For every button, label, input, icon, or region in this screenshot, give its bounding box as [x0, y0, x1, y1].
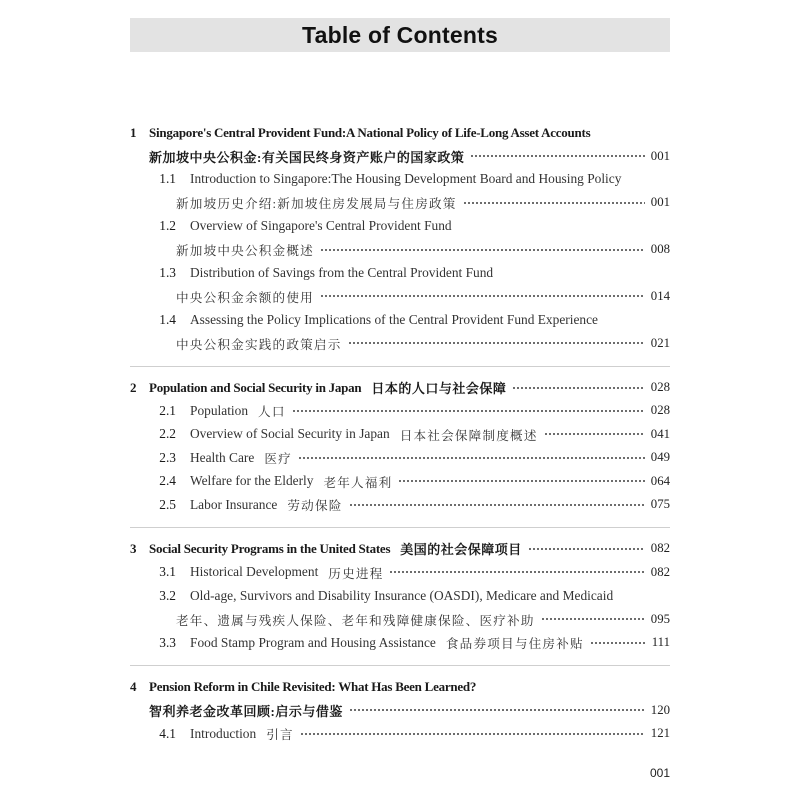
- dot-leader: [590, 640, 646, 646]
- chapter-number: 2: [130, 379, 137, 395]
- section-title-en: Assessing the Policy Implications of the Central Provident Fund Experience: [190, 311, 598, 327]
- page-number: 049: [650, 450, 670, 465]
- section-number: 2.5: [159, 496, 176, 512]
- chapter-1-subtitle[interactable]: [130, 144, 670, 167]
- dot-leader: [320, 293, 645, 299]
- section-title-zh: 历史进程: [328, 566, 384, 581]
- section-3-2[interactable]: [130, 584, 670, 607]
- chapter-title-zh: 智利养老金改革回顾:启示与借鉴: [149, 703, 343, 719]
- section-number: 2.3: [159, 449, 176, 465]
- dot-leader: [389, 569, 644, 575]
- page-number: 075: [650, 497, 670, 512]
- page-number: 001: [650, 195, 670, 210]
- dot-leader: [528, 546, 645, 552]
- chapter-title-zh: 美国的社会保障项目: [400, 542, 522, 558]
- chapter-number: 1: [130, 124, 137, 140]
- section-3-2-zh[interactable]: [130, 607, 670, 630]
- section-title-en: Introduction to Singapore:The Housing Development Board and Housing Policy: [190, 171, 622, 187]
- section-title-en: Health Care: [190, 449, 255, 465]
- section-title-en: Food Stamp Program and Housing Assistance: [190, 634, 436, 650]
- chapter-4-subtitle[interactable]: [130, 699, 670, 722]
- section-1-1-zh[interactable]: [130, 191, 670, 214]
- folio-page-number: 001: [649, 766, 670, 780]
- dot-leader: [349, 707, 645, 713]
- section-2-5[interactable]: [130, 493, 670, 516]
- section-title-en: Overview of Singapore's Central Provident Fund: [190, 218, 452, 234]
- page-number: 014: [650, 288, 670, 303]
- page-number: 064: [650, 473, 670, 488]
- section-title-zh: 中央公积金余额的使用: [176, 290, 314, 305]
- section-number: 3.2: [159, 587, 176, 603]
- dot-leader: [463, 200, 645, 206]
- section-title-en: Welfare for the Elderly: [190, 473, 314, 489]
- section-title-zh: 老年、遗属与残疾人保险、老年和残障健康保险、医疗补助: [176, 613, 535, 628]
- page-title: Table of Contents: [302, 21, 498, 48]
- dot-leader: [398, 478, 644, 484]
- section-1-2[interactable]: [130, 215, 670, 238]
- chapter-title-en: Singapore's Central Provident Fund:A National Policy of Life-Long Asset Accounts: [149, 124, 591, 140]
- section-title-zh: 食品券项目与住房补贴: [445, 637, 584, 651]
- section-title-zh: 中央公积金实践的政策启示: [176, 337, 342, 352]
- section-1-3-zh[interactable]: [130, 285, 670, 308]
- chapter-title-zh: 日本的人口与社会保障: [371, 381, 507, 397]
- section-title-zh: 引言: [266, 728, 294, 743]
- section-number: 4.1: [159, 725, 176, 741]
- section-number: 2.4: [159, 473, 176, 489]
- section-title-en: Old-age, Survivors and Disability Insurance (OASDI), Medicare and Medicaid: [190, 587, 614, 603]
- dot-leader: [349, 502, 645, 508]
- page-number: 095: [650, 611, 670, 626]
- section-number: 3.3: [159, 634, 176, 650]
- chapter-4-heading[interactable]: [130, 675, 670, 698]
- page-number: 001: [650, 148, 670, 163]
- page-number: 120: [650, 702, 670, 717]
- section-number: 1.2: [159, 218, 176, 234]
- chapter-3-heading[interactable]: [130, 537, 670, 560]
- title-bar: [130, 18, 670, 52]
- dot-leader: [348, 340, 645, 346]
- chapter-title-en: Pension Reform in Chile Revisited: What Has Been Learned?: [149, 678, 477, 694]
- section-number: 2.2: [159, 426, 176, 442]
- chapter-2-heading[interactable]: [130, 376, 670, 399]
- section-title-zh: 人口: [258, 405, 286, 420]
- section-title-en: Historical Development: [190, 564, 319, 580]
- page-number: 028: [650, 403, 670, 418]
- section-number: 1.1: [159, 171, 176, 187]
- section-title-en: Distribution of Savings from the Central Provident Fund: [190, 265, 494, 281]
- section-2-2[interactable]: [130, 423, 670, 446]
- page-number: 082: [650, 564, 670, 579]
- chapter-1-heading[interactable]: [130, 121, 670, 144]
- dot-leader: [470, 153, 644, 159]
- dot-leader: [300, 731, 645, 737]
- section-2-3[interactable]: [130, 446, 670, 469]
- chapter-divider: [130, 366, 670, 367]
- section-title-en: Labor Insurance: [190, 496, 278, 512]
- table-of-contents: [130, 121, 670, 745]
- section-title-zh: 日本社会保障制度概述: [399, 428, 538, 443]
- dot-leader: [298, 455, 645, 461]
- dot-leader: [320, 247, 645, 253]
- dot-leader: [512, 385, 644, 391]
- page-number: 082: [650, 541, 670, 556]
- section-number: 3.1: [159, 564, 176, 580]
- section-1-4[interactable]: [130, 308, 670, 331]
- chapter-divider: [130, 665, 670, 666]
- page-number: 041: [650, 426, 670, 441]
- section-title-zh: 劳动保险: [287, 499, 343, 514]
- chapter-title-zh: 新加坡中央公积金:有关国民终身资产账户的国家政策: [149, 149, 465, 165]
- page-number: 121: [650, 726, 670, 741]
- page-number: 028: [650, 380, 670, 395]
- section-number: 1.3: [159, 265, 176, 281]
- chapter-number: 4: [130, 678, 137, 694]
- section-title-en: Population: [190, 402, 249, 418]
- section-4-1[interactable]: [130, 722, 670, 745]
- chapter-divider: [130, 527, 670, 528]
- section-1-2-zh[interactable]: [130, 238, 670, 261]
- section-title-zh: 老年人福利: [323, 475, 393, 490]
- section-title-en: Overview of Social Security in Japan: [190, 426, 390, 442]
- chapter-title-en: Social Security Programs in the United States: [149, 540, 391, 556]
- section-number: 2.1: [159, 402, 176, 418]
- section-2-1[interactable]: [130, 399, 670, 422]
- dot-leader: [544, 431, 645, 437]
- page-number: 008: [650, 242, 670, 257]
- section-title-en: Introduction: [190, 725, 257, 741]
- dot-leader: [541, 616, 645, 622]
- section-title-zh: 新加坡中央公积金概述: [176, 244, 314, 259]
- dot-leader: [292, 408, 645, 414]
- page-number: 021: [650, 335, 670, 350]
- section-1-1[interactable]: [130, 168, 670, 191]
- chapter-title-en: Population and Social Security in Japan: [149, 379, 362, 395]
- section-title-zh: 医疗: [264, 452, 292, 467]
- section-1-4-zh[interactable]: [130, 332, 670, 355]
- section-1-3[interactable]: [130, 261, 670, 284]
- section-3-1[interactable]: [130, 561, 670, 584]
- section-3-3[interactable]: [130, 631, 670, 654]
- chapter-number: 3: [130, 540, 137, 556]
- section-2-4[interactable]: [130, 469, 670, 492]
- section-number: 1.4: [159, 311, 176, 327]
- page-number: 111: [651, 635, 670, 649]
- section-title-zh: 新加坡历史介绍:新加坡住房发展局与住房政策: [176, 197, 457, 212]
